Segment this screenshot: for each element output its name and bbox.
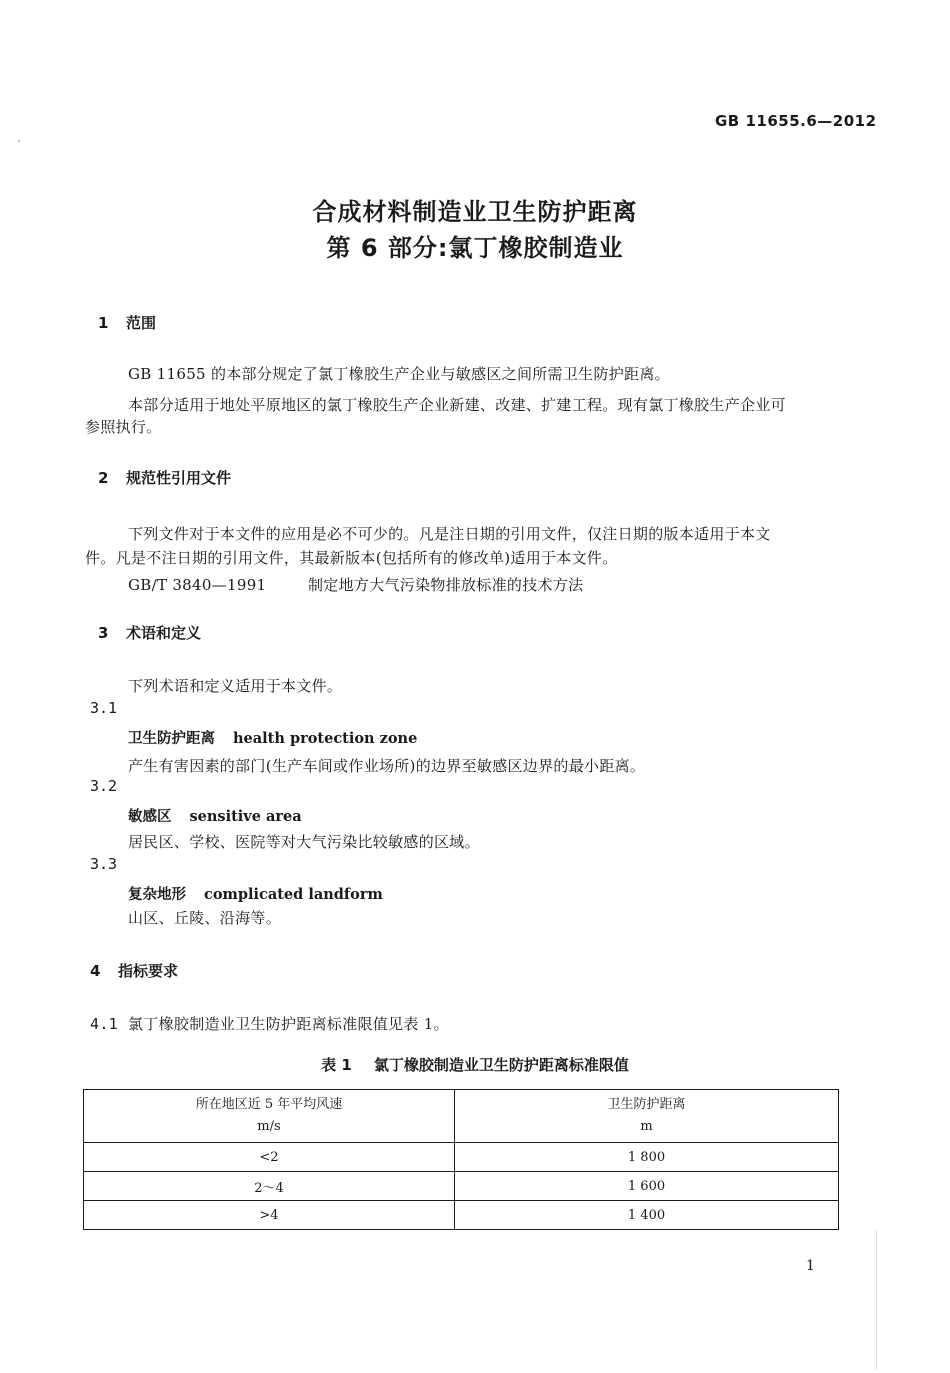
distance-cell: 1 800 bbox=[455, 1143, 839, 1172]
table-row bbox=[84, 1172, 839, 1201]
section-title: 指标要求 bbox=[118, 962, 179, 980]
wind-speed-cell: >4 bbox=[84, 1201, 455, 1230]
term-number: 3.2 bbox=[90, 777, 118, 795]
term-en: sensitive area bbox=[189, 808, 302, 825]
scan-artifact bbox=[876, 1230, 877, 1370]
reference-entry bbox=[128, 574, 583, 595]
table-header-row bbox=[84, 1090, 839, 1143]
term-en: health protection zone bbox=[233, 730, 418, 747]
section-title: 规范性引用文件 bbox=[126, 469, 232, 487]
table-label: 表 1 bbox=[321, 1056, 352, 1074]
section-title: 术语和定义 bbox=[126, 624, 202, 642]
term-entry bbox=[128, 883, 383, 904]
table-row bbox=[84, 1201, 839, 1230]
scope-paragraph-2-cont: 参照执行。 bbox=[85, 418, 162, 436]
section-number: 3 bbox=[98, 624, 109, 642]
section-number: 2 bbox=[98, 469, 109, 487]
term-definition: 居民区、学校、医院等对大气污染比较敏感的区域。 bbox=[128, 833, 480, 851]
scope-paragraph-1: GB 11655 的本部分规定了氯丁橡胶生产企业与敏感区之间所需卫生防护距离。 bbox=[128, 365, 670, 383]
clause-number: 4.1 bbox=[90, 1015, 118, 1033]
references-paragraph-cont: 件。凡是不注日期的引用文件，其最新版本(包括所有的修改单)适用于本文件。 bbox=[85, 549, 618, 567]
term-entry bbox=[128, 727, 417, 748]
scope-paragraph-2: 本部分适用于地处平原地区的氯丁橡胶生产企业新建、改建、扩建工程。现有氯丁橡胶生产企业可 bbox=[128, 396, 786, 414]
section-heading-normative-references bbox=[98, 467, 231, 488]
standard-number: GB 11655.6—2012 bbox=[715, 112, 877, 130]
references-paragraph: 下列文件对于本文件的应用是必不可少的。凡是注日期的引用文件，仅注日期的版本适用于本文 bbox=[128, 525, 771, 543]
wind-speed-cell: 2～4 bbox=[84, 1172, 455, 1201]
document-subtitle: 第 6 部分:氯丁橡胶制造业 bbox=[326, 234, 624, 262]
section-number: 4 bbox=[90, 962, 101, 980]
term-cn: 复杂地形 bbox=[128, 887, 186, 903]
term-cn: 卫生防护距离 bbox=[128, 731, 215, 747]
reference-title: 制定地方大气污染物排放标准的技术方法 bbox=[308, 576, 584, 594]
table-title: 氯丁橡胶制造业卫生防护距离标准限值 bbox=[373, 1056, 629, 1074]
reference-code: GB/T 3840—1991 bbox=[128, 576, 267, 594]
term-cn: 敏感区 bbox=[128, 809, 172, 825]
page-number: 1 bbox=[806, 1258, 815, 1274]
term-definition: 山区、丘陵、沿海等。 bbox=[128, 909, 282, 927]
column-header-distance: 卫生防护距离 m bbox=[455, 1090, 839, 1143]
section-number: 1 bbox=[98, 314, 109, 332]
table-caption bbox=[0, 1054, 950, 1075]
table-row bbox=[84, 1143, 839, 1172]
distance-cell: 1 600 bbox=[455, 1172, 839, 1201]
section-title: 范围 bbox=[126, 314, 157, 332]
section-heading-scope bbox=[98, 312, 156, 333]
limits-table bbox=[83, 1089, 839, 1230]
term-number: 3.1 bbox=[90, 699, 118, 717]
column-header-wind-speed: 所在地区近 5 年平均风速 m/s bbox=[84, 1090, 455, 1143]
wind-speed-cell: <2 bbox=[84, 1143, 455, 1172]
term-number: 3.3 bbox=[90, 855, 118, 873]
section-heading-terms bbox=[98, 622, 201, 643]
term-entry bbox=[128, 805, 302, 826]
clause-text: 氯丁橡胶制造业卫生防护距离标准限值见表 1。 bbox=[128, 1015, 449, 1033]
clause-4-1 bbox=[90, 1013, 449, 1034]
document-title: 合成材料制造业卫生防护距离 bbox=[312, 198, 638, 226]
terms-intro: 下列术语和定义适用于本文件。 bbox=[128, 677, 343, 695]
term-en: complicated landform bbox=[204, 886, 383, 903]
term-definition: 产生有害因素的部门(生产车间或作业场所)的边界至敏感区边界的最小距离。 bbox=[128, 757, 646, 775]
distance-cell: 1 400 bbox=[455, 1201, 839, 1230]
section-heading-requirements bbox=[90, 960, 178, 981]
scan-artifact bbox=[18, 140, 20, 142]
